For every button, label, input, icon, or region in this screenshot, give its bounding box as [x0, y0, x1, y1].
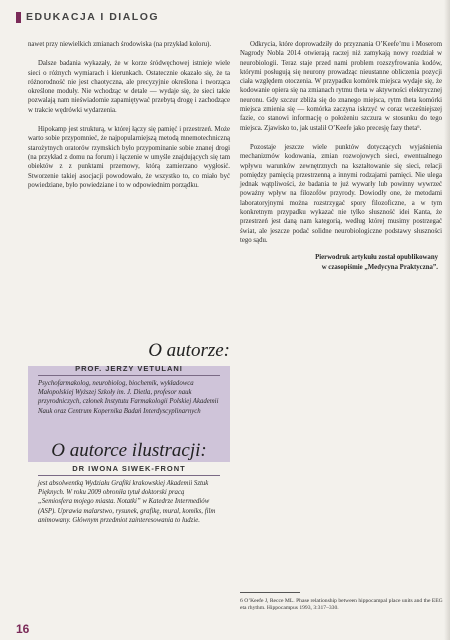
page-number: 16	[16, 622, 30, 636]
author-bio: Psychofarmakolog, neurobiolog, biochemik, wykładowca Małopolskiej Wyższej Szkoły im. J. Dietla, profesor nauk przyrodniczych, członek Instytutu Farmakologii Polskiej Akademii Nauk oraz Centrum Kopernika Badań Interdyscyplinarnych	[38, 380, 219, 415]
paragraph: Pozostaje jeszcze wiele punktów dotyczących wyjaśnienia mechanizmów kodowania, zmian rozwojowych sieci, ewentualnego wpływu warunków zewnętrznych na kształtowanie się sieci, relacji pomiędzy pamięcią przestrzenną a innymi rodzajami pamięci. Nie ulega jednak wątpliwości, że badania te już wywarły lub powinny wywrzeć poważny wpływ na filozofów przyrody. Dowiodły one, że metodami laboratoryjnymi można rozstrzygać spory filozoficzne, a w tym konkretnym przypadku wykazać nie tylko słuszność idei Kanta, że przestrzeń jest daną nam kategorią, według której musimy postrzegać świat, ale jeszcze podać solidne neurobiologiczne podstawy słuszności tego sądu.	[240, 143, 442, 244]
footnote: 6 O’Keefe J, Recce ML. Phase relationship between hippocampal place units and the EEG eta rhythm. Hippocampus 1993, 3:317–330.	[240, 598, 443, 612]
page-edge-shadow	[444, 0, 450, 640]
author-name: PROF. JERZY VETULANI	[75, 364, 183, 373]
paragraph: nawet przy niewielkich zmianach środowiska (na przykład koloru).	[28, 41, 212, 48]
about-illustrator-heading: O autorce ilustracji:	[51, 440, 207, 461]
paragraph: Hipokamp jest strukturą, w której łączy się pamięć i przestrzeń. Może warto sobie przypomnieć, że najpopularniejszą metodą mnemotechniczną starożytnych oratorów rzymskich było przypominanie sobie znanej drogi (na przykład z domu na forum) i łączenie w umyśle znajdujących się tam obiektów z z punktami przemowy, którą zamierzano wygłosić. Stworzenie takiej asocjacji powodowało, że wszystko to, co miało być powiedziane, było powiedziane i to w odpowiednim porządku.	[28, 126, 230, 189]
divider	[38, 375, 220, 376]
section-title: EDUKACJA I DIALOG	[26, 11, 160, 23]
paragraph: Odkrycia, które doprowadziły do przyznania O’Keefe’mu i Moserom Nagrody Nobla 2014 otwierają raczej niż zamykają nowy rozdział w neurobiologii. Teraz staje przed nami problem rozszyfrowania kodów, którymi posługują się neurony prowadząc nieustanne obliczenia pozycji ciała względem otoczenia. W przypadku komórek miejsca wydaje się, że kodowanie opiera się na zmianach rytmu theta w aktywności elektrycznej neuronu. Gdy szczur zbliża się do znanego miejsca, rytm theta komórki miejsca zmienia się — komórka zaczyna iskrzyć w coraz wcześniejszej fazie, co stanowi informację o położeniu szczura w stosunku do tego miejsca. Zjawisko to, jak ustalił O’Keefe jako precesję fazy theta⁶.	[240, 41, 442, 132]
paragraph: Dalsze badania wykazały, że w korze śródwęchowej istnieje wiele sieci o różnych wymiarach i kierunkach. Ostatecznie okazało się, że ta różnorodność nie jest chaotyczna, ale precyzyjnie określona i tworząca określone moduły. Nie wchodząc w detale — wydaje się, że sieci takie pozwalają nam nieświadomie zapamiętywać przebytą drogę i zachodzące w trakcie wędrówki wydarzenia.	[28, 60, 230, 114]
section-header	[16, 10, 159, 24]
about-author-box	[28, 340, 230, 440]
divider	[38, 475, 220, 476]
right-column	[240, 40, 442, 272]
publication-note	[240, 253, 442, 272]
publication-note-line: Pierwodruk artykułu został opublikowany	[315, 254, 438, 262]
publication-note-line: w czasopiśmie „Medycyna Praktyczna”.	[321, 263, 438, 271]
section-marker	[16, 12, 21, 23]
illustrator-bio: jest absolwentką Wydziału Grafiki krakowskiej Akademii Sztuk Pięknych. W roku 2009 obroniła tytuł doktorski pracą „Semiosfera mojego miasta. Notatki” w Katedrze Intermediów (ASP). Uprawia malarstwo, rysunek, grafikę, mural, komiks, film animowany. Głównym przedmiot zainteresowania to ludzie.	[38, 480, 216, 524]
about-author-heading: O autorze:	[148, 340, 230, 361]
illustrator-name: DR IWONA SIWEK-FRONT	[72, 464, 186, 473]
about-illustrator-box	[28, 440, 230, 570]
footnote-divider	[240, 592, 300, 593]
left-column	[28, 40, 230, 190]
